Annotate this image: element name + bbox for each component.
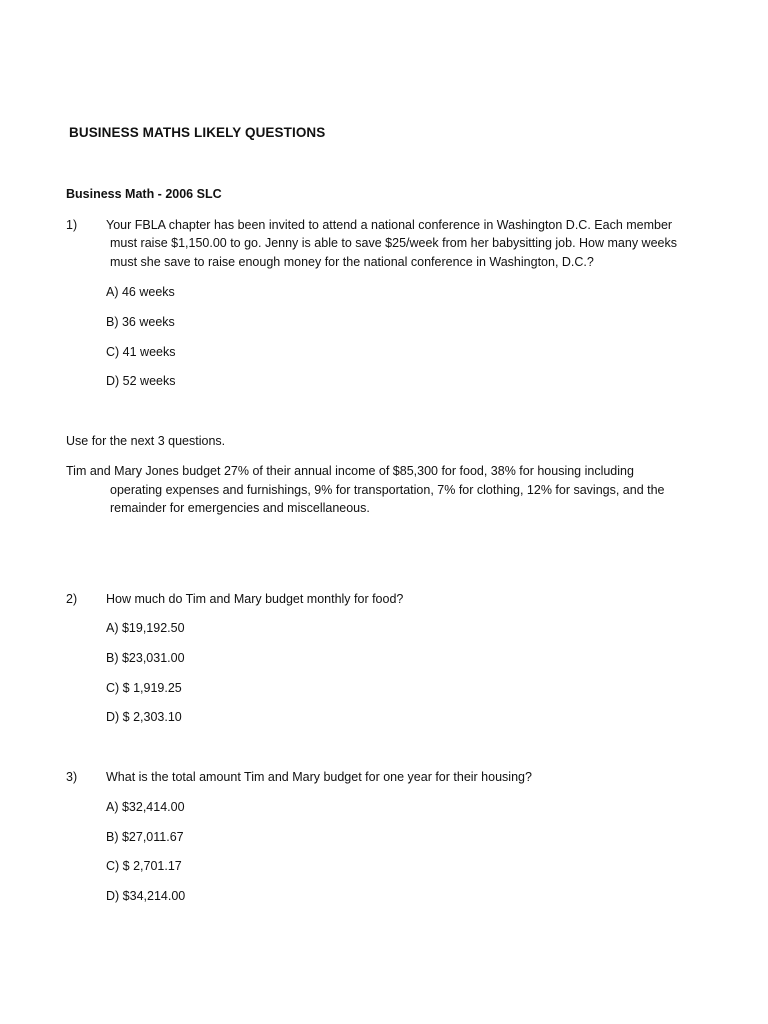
question-text-line: Your FBLA chapter has been invited to attend a national conference in Washington D.C. Each member (106, 218, 673, 232)
section-heading: Business Math - 2006 SLC (66, 187, 222, 201)
context-intro: Use for the next 3 questions. (66, 434, 226, 448)
answer-option: B) $27,011.67 (106, 830, 184, 844)
question-text-line: must raise $1,150.00 to go. Jenny is able to save $25/week from her babysitting job. How many weeks (110, 236, 677, 250)
context-text-line: operating expenses and furnishings, 9% for transportation, 7% for clothing, 12% for savings, and the (110, 483, 665, 497)
question-number: 1) (66, 218, 78, 232)
answer-option: D) $34,214.00 (106, 889, 186, 903)
answer-option: C) $ 1,919.25 (106, 681, 182, 695)
answer-option: D) 52 weeks (106, 374, 176, 388)
question-number: 3) (66, 770, 78, 784)
question-text-line: must she save to raise enough money for the national conference in Washington, D.C.? (110, 255, 594, 269)
answer-option: C) $ 2,701.17 (106, 859, 182, 873)
answer-option: D) $ 2,303.10 (106, 710, 182, 724)
answer-option: B) $23,031.00 (106, 651, 185, 665)
answer-option: C) 41 weeks (106, 345, 176, 359)
question-text-line: What is the total amount Tim and Mary budget for one year for their housing? (106, 770, 532, 784)
document-title: BUSINESS MATHS LIKELY QUESTIONS (69, 125, 326, 140)
answer-option: A) $19,192.50 (106, 621, 185, 635)
context-text-line: Tim and Mary Jones budget 27% of their annual income of $85,300 for food, 38% for housing including (66, 464, 634, 478)
question-text-line: How much do Tim and Mary budget monthly for food? (106, 592, 404, 606)
question-number: 2) (66, 592, 78, 606)
answer-option: A) $32,414.00 (106, 800, 185, 814)
context-text-line: remainder for emergencies and miscellaneous. (110, 501, 370, 515)
answer-option: A) 46 weeks (106, 285, 175, 299)
answer-option: B) 36 weeks (106, 315, 175, 329)
